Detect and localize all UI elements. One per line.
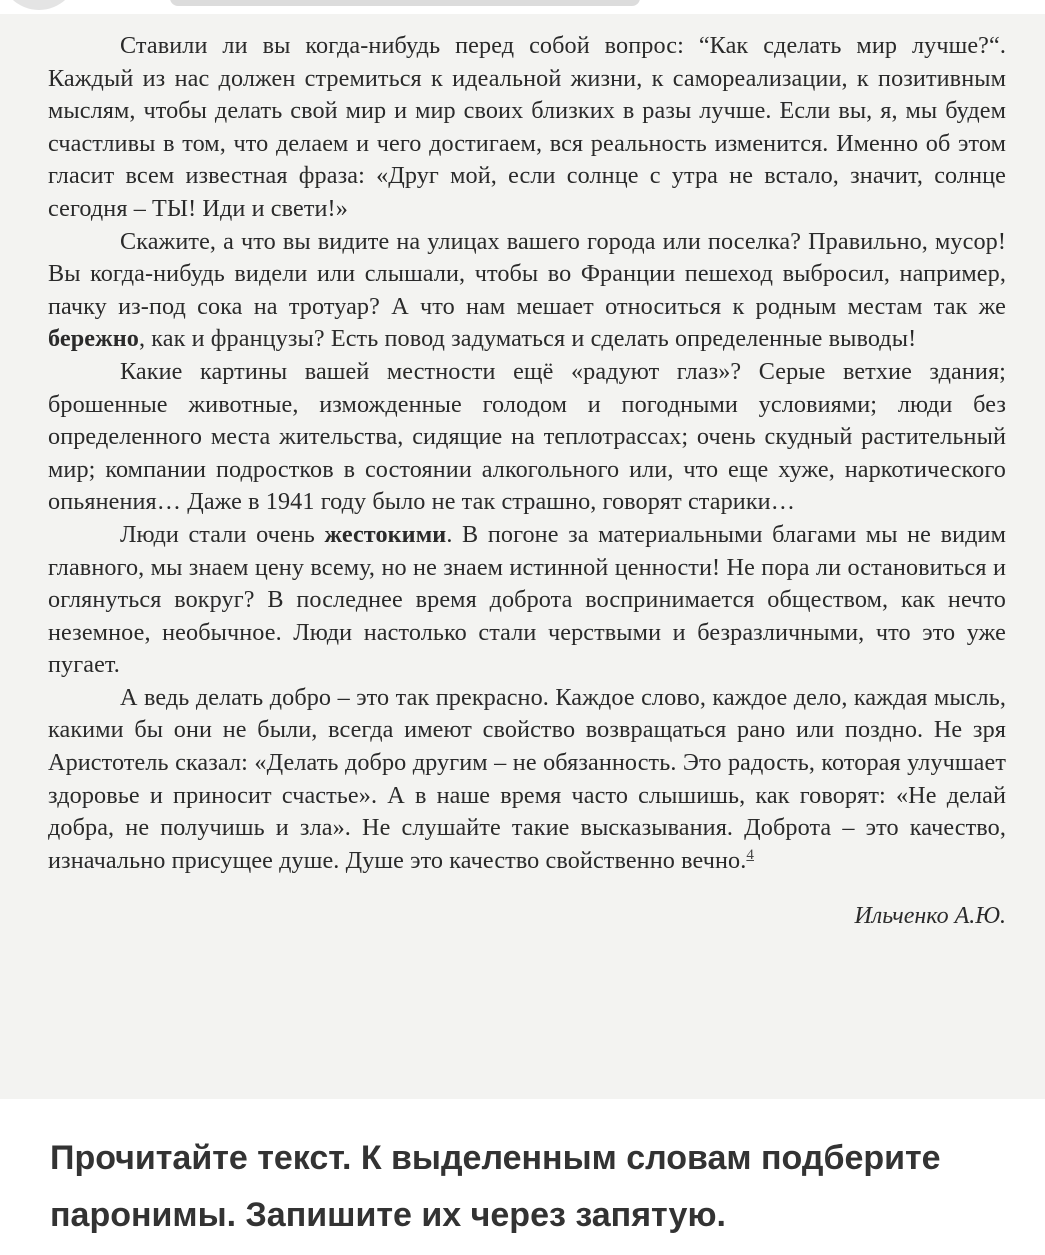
scanned-document <box>0 14 1045 1099</box>
footnote-marker: 4 <box>746 846 754 863</box>
paragraph <box>48 30 1006 226</box>
document-body <box>48 30 1006 930</box>
paragraph <box>48 682 1006 878</box>
paragraphs <box>48 30 1006 877</box>
author-signature: Ильченко А.Ю. <box>854 903 1006 930</box>
drag-handle[interactable] <box>170 0 640 6</box>
top-bar <box>0 0 1045 14</box>
back-button[interactable] <box>0 0 78 10</box>
paragraph <box>48 356 1006 519</box>
paragraph-text: А ведь делать добро – это так прекрасно. Каждое слово, каждое дело, каждая мысль, какими бы они не были, всегда имеют свойство возвращаться рано или поздно. Не зря Аристотель сказал: «Делать добро другим – не обязанность. Это радость, которая улучшает здоровье и приносит счастье». А в наше время часто слышишь, как говорят: «Не делай добра, не получишь и зла». Не слушайте такие высказывания. Доброта – это качество, изначально присущее душе. Душе это качество свойственно вечно. <box>48 683 1006 874</box>
paragraph-text: , как и французы? Есть повод задуматься и сделать определенные выводы! <box>138 325 917 353</box>
paragraph-text: . В погоне за материальными благами мы не видим главного, мы знаем цену всему, но не знаем истинной ценности! Не пора ли остановиться и оглянуться вокруг? В последнее время доброта воспринимается обществом, как нечто неземное, необычное. Люди настолько стали черствыми и безразличными, что это уже пугает. <box>48 520 1006 679</box>
paragraph-text: Ставили ли вы когда-нибудь перед собой вопрос: “Как сделать мир лучше?“. Каждый из нас должен стремиться к идеальной жизни, к самореализации, к позитивным мыслям, чтобы делать свой мир и мир своих близких в разы лучше. Если вы, я, мы будем счастливы в том, что делаем и чего достигаем, вся реальность изменится. Именно об этом гласит всем известная фраза: «Друг мой, если солнце с утра не встало, значит, солнце сегодня – ТЫ! Иди и свети!» <box>48 32 1006 222</box>
paragraph <box>48 226 1006 356</box>
highlighted-word: жестокими <box>324 520 447 548</box>
paragraph-text: Какие картины вашей местности ещё «радуют глаз»? Серые ветхие здания; брошенные животные, изможденные голодом и погодными условиями; люди без определенного места жительства, сидящие на теплотрассах; очень скудный растительный мир; компании подростков в состоянии алкогольного или, что еще хуже, наркотического опьянения… Даже в 1941 году было не так страшно, говорят старики… <box>48 357 1006 516</box>
highlighted-word: бережно <box>48 325 139 353</box>
paragraph <box>48 519 1006 682</box>
task-question: Прочитайте текст. К выделенным словам подберите паронимы. Запишите их через запятую. <box>50 1139 941 1234</box>
paragraph-text: Скажите, а что вы видите на улицах вашего города или поселка? Правильно, мусор! Вы когда-нибудь видели или слышали, чтобы во Франции пешеход выбросил, например, пачку из-под сока на тротуар? А что нам мешает относиться к родным местам так же <box>48 227 1006 320</box>
paragraph-text: Люди стали очень <box>120 520 325 548</box>
